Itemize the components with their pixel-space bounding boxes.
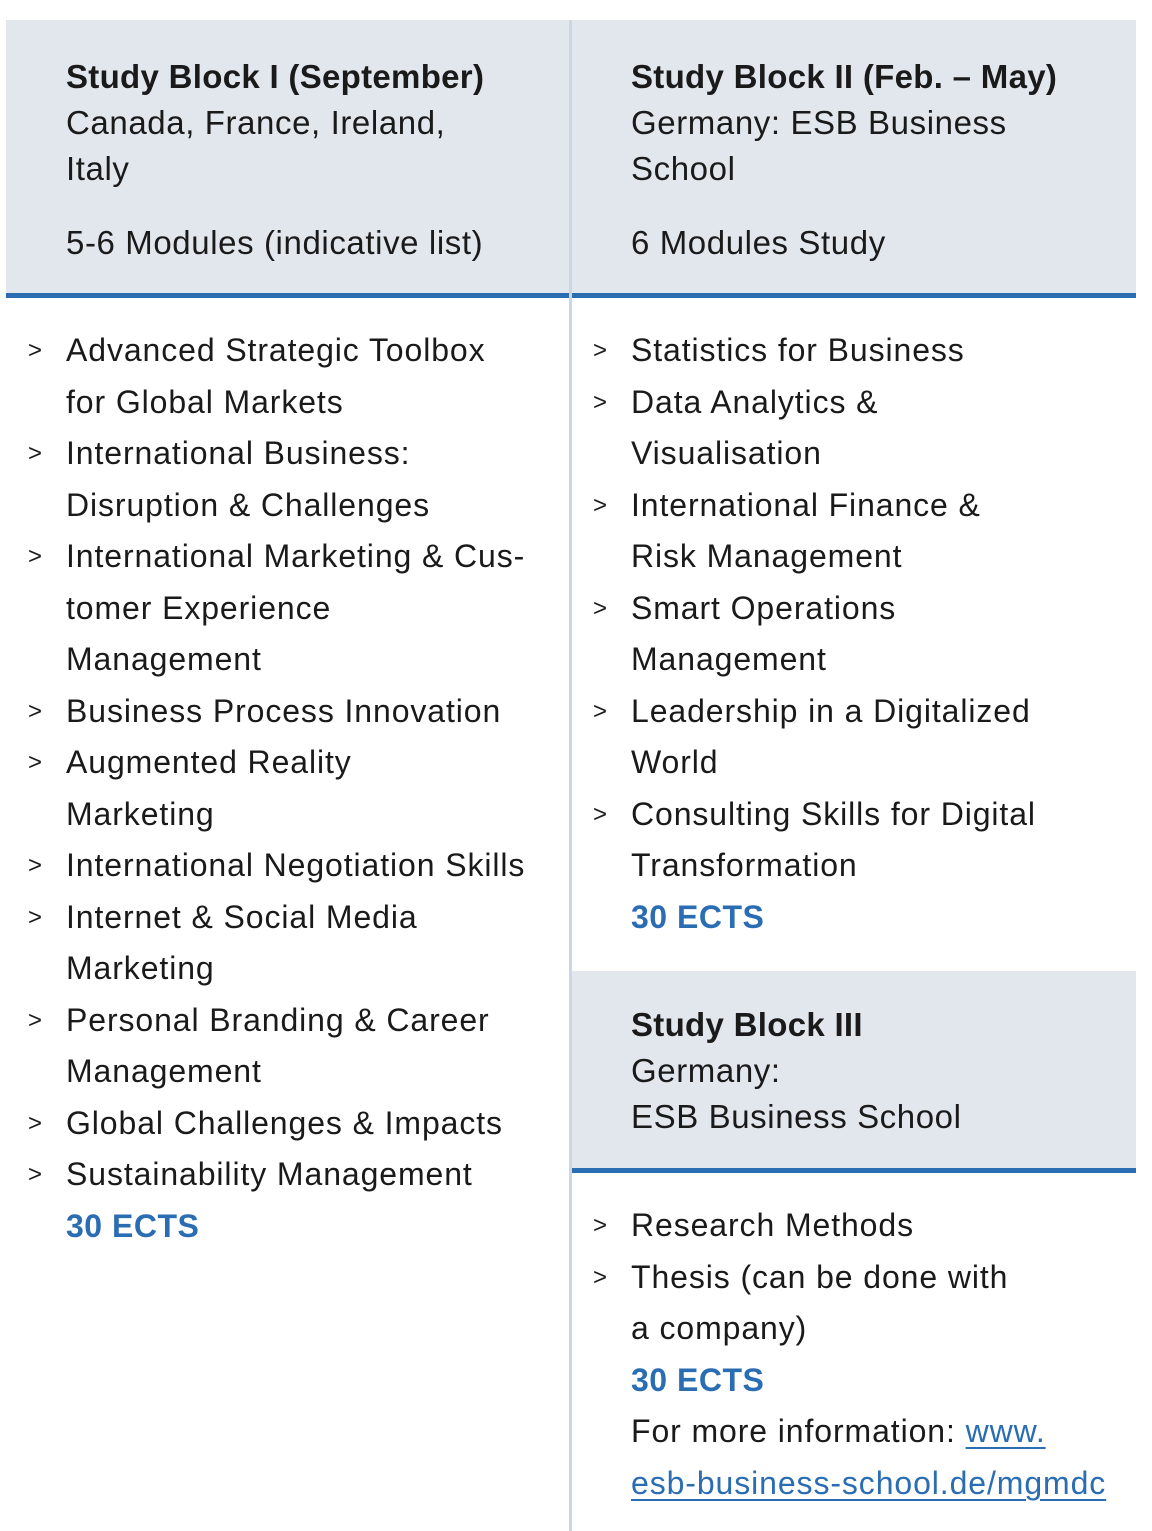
list-item (28, 995, 525, 1098)
column-divider (569, 20, 572, 1531)
block2-location-line: School (631, 150, 736, 187)
chevron-right-icon: > (28, 1109, 43, 1137)
list-item-text: tomer Experience (66, 589, 332, 626)
block2-location-line: Germany: ESB Business (631, 104, 1007, 141)
list-item-line (66, 634, 525, 686)
block2-ects: 30 ECTS (631, 898, 765, 935)
list-item (28, 325, 525, 428)
chevron-right-icon: > (593, 388, 608, 416)
list-item (593, 325, 1036, 377)
list-item-line (66, 480, 525, 532)
block3-header-rule (572, 1168, 1136, 1173)
chevron-right-icon: > (593, 800, 608, 828)
block1-location-line: Italy (66, 150, 130, 187)
more-info-link[interactable]: esb-business-school.de/mgmdc (631, 1464, 1107, 1501)
list-item-text: Risk Management (631, 538, 903, 574)
list-item-line (593, 1200, 1106, 1252)
block3-module-list (593, 1200, 1107, 1509)
list-item-line (66, 377, 525, 429)
list-item-text: International Negotiation Skills (66, 847, 526, 883)
list-item-line (28, 840, 526, 892)
list-item (593, 480, 1036, 583)
chevron-right-icon: > (28, 543, 43, 570)
block1-ects: 30 ECTS (66, 1207, 200, 1244)
list-item-text: Transformation (631, 847, 858, 883)
list-item-text: Advanced Strategic Toolbox (66, 332, 486, 368)
chevron-right-icon: > (28, 1161, 43, 1188)
list-item-text: Statistics for Business (631, 332, 965, 368)
block1-modules: 5-6 Modules (indicative list) (66, 224, 484, 261)
list-item-line (28, 686, 525, 738)
list-item-line (593, 377, 1036, 429)
list-item-line (593, 789, 1036, 841)
list-item-text: Augmented Reality (66, 744, 352, 780)
more-info-label: For more information: (631, 1413, 966, 1449)
block1-title: Study Block I (September) (66, 58, 485, 95)
list-item-line (28, 737, 525, 789)
list-item-line (66, 583, 525, 635)
list-item-line (28, 892, 525, 944)
list-item-text: Personal Branding & Career (66, 1001, 490, 1038)
list-item-line (593, 1252, 1106, 1304)
list-item-text: a company) (631, 1310, 808, 1346)
block2-modules: 6 Modules Study (631, 224, 886, 261)
list-item-line (28, 428, 525, 480)
list-item-text: International Finance & (631, 486, 981, 523)
list-item-text: World (631, 744, 719, 780)
chevron-right-icon: > (593, 697, 608, 725)
block3-title: Study Block III (631, 1006, 863, 1043)
chevron-right-icon: > (593, 491, 608, 519)
list-item-line (631, 428, 1036, 480)
list-item (28, 686, 525, 738)
block3-header (631, 1002, 962, 1140)
block3-ects: 30 ECTS (631, 1361, 765, 1398)
chevron-right-icon: > (28, 749, 43, 776)
list-item (593, 377, 1036, 480)
list-item (28, 892, 525, 995)
list-item (593, 583, 1036, 686)
chevron-right-icon: > (593, 1212, 608, 1239)
list-item-line (28, 1098, 525, 1150)
list-item-text: International Business: (66, 435, 411, 471)
list-item-text: Thesis (can be done with (631, 1258, 1009, 1295)
block3-location-line: Germany: (631, 1052, 781, 1089)
block2-module-list (593, 325, 1036, 943)
list-item-text: International Marketing & Cus- (66, 538, 526, 574)
list-item-text: Marketing (66, 795, 215, 832)
list-item-line (631, 634, 1036, 686)
list-item-line (66, 789, 525, 841)
list-item-line (631, 840, 1036, 892)
list-item-line (593, 480, 1036, 532)
list-item (593, 686, 1036, 789)
chevron-right-icon: > (593, 1263, 608, 1291)
list-item-text: Global Challenges & Impacts (66, 1104, 503, 1141)
list-item-text: Management (66, 641, 262, 677)
list-item-text: Consulting Skills for Digital (631, 795, 1036, 832)
block2-header (631, 54, 1057, 266)
list-item (28, 531, 526, 686)
list-item-line (593, 583, 1036, 635)
list-item-line (631, 1303, 1106, 1355)
chevron-right-icon: > (28, 697, 43, 725)
list-item-text: Management (631, 641, 827, 677)
list-item-line (631, 531, 1036, 583)
list-item-line (66, 1046, 525, 1098)
list-item-text: Visualisation (631, 435, 822, 471)
list-item-line (593, 686, 1036, 738)
list-item (28, 737, 525, 840)
list-item (28, 1098, 525, 1150)
list-item-text: Data Analytics & (631, 383, 879, 420)
list-item-text: for Global Markets (66, 383, 344, 420)
chevron-right-icon: > (593, 594, 608, 622)
list-item-text: Business Process Innovation (66, 692, 502, 729)
chevron-right-icon: > (28, 440, 43, 467)
chevron-right-icon: > (28, 337, 43, 364)
list-item (28, 1149, 525, 1201)
list-item (28, 840, 526, 892)
list-item-text: Sustainability Management (66, 1156, 473, 1192)
list-item-line (28, 1149, 525, 1201)
list-item-text: Management (66, 1053, 262, 1089)
list-item-text: Smart Operations (631, 589, 897, 626)
list-item (593, 1252, 1106, 1355)
list-item (593, 789, 1036, 892)
list-item-line (66, 943, 525, 995)
block2-title: Study Block II (Feb. – May) (631, 58, 1058, 95)
list-item-text: Disruption & Challenges (66, 486, 430, 523)
list-item (28, 428, 525, 531)
more-info-line (631, 1458, 1106, 1510)
more-info-link[interactable]: www. (965, 1413, 1046, 1449)
list-item-line (593, 325, 1036, 377)
block1-module-list (28, 325, 526, 1252)
list-item-line (28, 325, 525, 377)
list-item-line (28, 995, 525, 1047)
list-item-text: Internet & Social Media (66, 898, 418, 935)
block1-header (66, 54, 484, 266)
more-info-line (631, 1406, 1106, 1458)
chevron-right-icon: > (28, 903, 43, 931)
list-item-line (631, 737, 1036, 789)
chevron-right-icon: > (593, 337, 608, 364)
list-item-line (28, 531, 526, 583)
chevron-right-icon: > (28, 852, 43, 879)
list-item (593, 1200, 1106, 1252)
block3-location-line: ESB Business School (631, 1098, 962, 1135)
block1-location-line: Canada, France, Ireland, (66, 104, 446, 141)
chevron-right-icon: > (28, 1006, 43, 1034)
list-item-text: Leadership in a Digitalized (631, 692, 1031, 729)
list-item-text: Marketing (66, 950, 215, 986)
list-item-text: Research Methods (631, 1207, 914, 1243)
